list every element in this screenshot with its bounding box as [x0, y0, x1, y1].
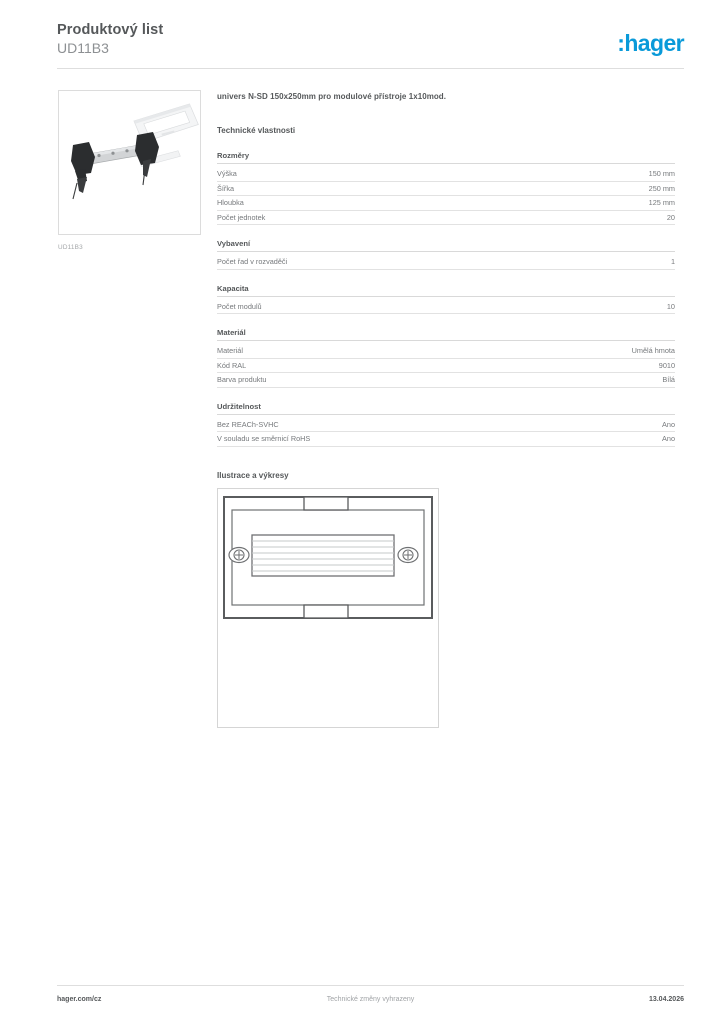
spec-label: Hloubka [217, 196, 446, 211]
spec-table [217, 344, 675, 388]
footer-date: 13.04.2026 [648, 996, 684, 1003]
spec-table [217, 255, 675, 270]
spec-value: Ano [446, 432, 675, 447]
spec-value: 125 mm [446, 196, 675, 211]
page-footer [57, 996, 684, 1008]
section-title: Udržitelnost [217, 402, 675, 415]
spec-label: V souladu se směrnicí RoHS [217, 432, 446, 447]
table-row [217, 196, 675, 211]
technical-drawing-image [218, 489, 438, 727]
spec-label: Počet řad v rozvaděči [217, 255, 446, 269]
spec-value: 250 mm [446, 181, 675, 196]
title-block [57, 22, 163, 57]
illustrations-heading: Ilustrace a výkresy [217, 470, 289, 480]
spec-value: 10 [446, 300, 675, 314]
section-title: Vybavení [217, 239, 675, 252]
table-row [217, 373, 675, 388]
spec-value: 20 [446, 210, 675, 225]
page-header [57, 22, 684, 64]
table-row [217, 210, 675, 225]
spec-label: Šířka [217, 181, 446, 196]
footer-divider [57, 985, 684, 986]
spec-table [217, 300, 675, 315]
product-description: univers N-SD 150x250mm pro modulové přístroje 1x10mod. [217, 92, 447, 101]
spec-label: Počet modulů [217, 300, 446, 314]
spec-value: 9010 [446, 358, 675, 373]
spec-value: Ano [446, 418, 675, 432]
spec-label: Bez REACh-SVHC [217, 418, 446, 432]
screw-right-icon [398, 547, 418, 562]
spec-value: Umělá hmota [446, 344, 675, 358]
technical-drawing [217, 488, 439, 728]
section-title: Rozměry [217, 151, 675, 164]
page-title: Produktový list [57, 22, 164, 38]
spec-label: Počet jednotek [217, 210, 446, 225]
spec-label: Kód RAL [217, 358, 446, 373]
table-row [217, 167, 675, 181]
spec-section-kapacita [217, 284, 675, 315]
hager-logo: :hager [617, 30, 684, 56]
spec-section-material [217, 328, 675, 388]
spec-section-vybaveni [217, 239, 675, 270]
table-row [217, 255, 675, 269]
spec-label: Barva produktu [217, 373, 446, 388]
product-photo [58, 90, 201, 235]
spec-section-rozmery [217, 151, 675, 225]
footer-note: Technické změny vyhrazeny [326, 996, 415, 1003]
table-row [217, 300, 675, 314]
screw-left-icon [229, 547, 249, 562]
header-divider [57, 68, 684, 69]
footer-website[interactable]: hager.com/cz [57, 996, 102, 1003]
spec-section-udrzitelnost [217, 402, 675, 447]
main-content [217, 92, 675, 728]
spec-value: 1 [446, 255, 675, 269]
spec-value: Bílá [446, 373, 675, 388]
table-row [217, 432, 675, 447]
spec-label: Materiál [217, 344, 446, 358]
table-row [217, 344, 675, 358]
technical-properties-heading: Technické vlastnosti [217, 126, 296, 135]
table-row [217, 181, 675, 196]
spec-value: 150 mm [446, 167, 675, 181]
product-photo-caption: UD11B3 [58, 244, 83, 251]
product-photo-image [59, 91, 200, 234]
spec-table [217, 167, 675, 225]
section-title: Kapacita [217, 284, 675, 297]
table-row [217, 358, 675, 373]
product-reference: UD11B3 [57, 40, 109, 56]
spec-table [217, 418, 675, 447]
section-title: Materiál [217, 328, 675, 341]
spec-label: Výška [217, 167, 446, 181]
table-row [217, 418, 675, 432]
